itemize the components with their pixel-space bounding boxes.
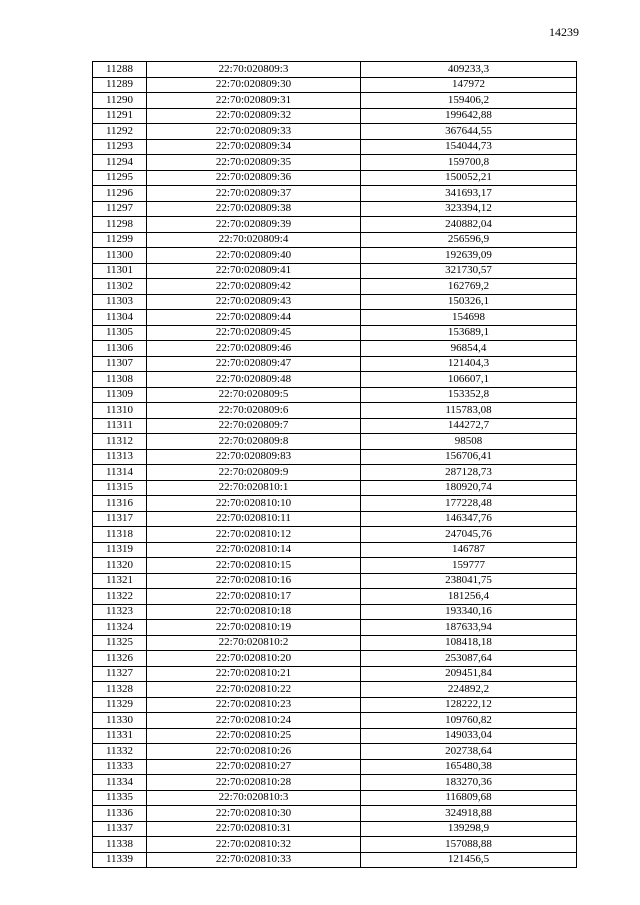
cadastral-value-cell: 238041,75 (361, 573, 577, 589)
cadastral-number-cell: 22:70:020810:28 (147, 775, 361, 791)
row-number-cell: 11290 (93, 93, 147, 109)
cadastral-value-cell: 150326,1 (361, 294, 577, 310)
row-number-cell: 11306 (93, 341, 147, 357)
row-number-cell: 11296 (93, 186, 147, 202)
table-row (93, 449, 577, 465)
cadastral-value-cell: 159700,8 (361, 155, 577, 171)
row-number-cell: 11337 (93, 821, 147, 837)
cadastral-value-cell: 106607,1 (361, 372, 577, 388)
table-row (93, 697, 577, 713)
cadastral-value-cell: 287128,73 (361, 465, 577, 481)
row-number-cell: 11312 (93, 434, 147, 450)
cadastral-number-cell: 22:70:020810:33 (147, 852, 361, 868)
row-number-cell: 11338 (93, 837, 147, 853)
cadastral-number-cell: 22:70:020809:83 (147, 449, 361, 465)
cadastral-value-cell: 154044,73 (361, 139, 577, 155)
cadastral-number-cell: 22:70:020809:5 (147, 387, 361, 403)
table-row (93, 542, 577, 558)
table-row (93, 155, 577, 171)
cadastral-value-cell: 146787 (361, 542, 577, 558)
cadastral-value-cell: 199642,88 (361, 108, 577, 124)
row-number-cell: 11323 (93, 604, 147, 620)
row-number-cell: 11311 (93, 418, 147, 434)
cadastral-value-cell: 183270,36 (361, 775, 577, 791)
row-number-cell: 11308 (93, 372, 147, 388)
cadastral-value-cell: 139298,9 (361, 821, 577, 837)
row-number-cell: 11331 (93, 728, 147, 744)
table-row (93, 511, 577, 527)
cadastral-value-cell: 256596,9 (361, 232, 577, 248)
cadastral-number-cell: 22:70:020809:30 (147, 77, 361, 93)
row-number-cell: 11297 (93, 201, 147, 217)
cadastral-number-cell: 22:70:020809:42 (147, 279, 361, 295)
table-row (93, 744, 577, 760)
cadastral-value-cell: 224892,2 (361, 682, 577, 698)
cadastral-number-cell: 22:70:020810:32 (147, 837, 361, 853)
table-row (93, 263, 577, 279)
cadastral-number-cell: 22:70:020809:37 (147, 186, 361, 202)
cadastral-value-cell: 177228,48 (361, 496, 577, 512)
table-row (93, 759, 577, 775)
cadastral-number-cell: 22:70:020810:22 (147, 682, 361, 698)
cadastral-number-cell: 22:70:020810:11 (147, 511, 361, 527)
row-number-cell: 11336 (93, 806, 147, 822)
table-row (93, 480, 577, 496)
cadastral-value-cell: 121404,3 (361, 356, 577, 372)
cadastral-value-table (92, 61, 577, 868)
table-row (93, 465, 577, 481)
cadastral-value-cell: 367644,55 (361, 124, 577, 140)
row-number-cell: 11307 (93, 356, 147, 372)
table-row (93, 77, 577, 93)
cadastral-value-cell: 153352,8 (361, 387, 577, 403)
table-row (93, 635, 577, 651)
row-number-cell: 11310 (93, 403, 147, 419)
cadastral-value-cell: 121456,5 (361, 852, 577, 868)
cadastral-value-cell: 98508 (361, 434, 577, 450)
row-number-cell: 11293 (93, 139, 147, 155)
table-row (93, 682, 577, 698)
row-number-cell: 11294 (93, 155, 147, 171)
table-row (93, 62, 577, 78)
row-number-cell: 11298 (93, 217, 147, 233)
table-row (93, 124, 577, 140)
cadastral-value-cell: 324918,88 (361, 806, 577, 822)
cadastral-value-cell: 146347,76 (361, 511, 577, 527)
cadastral-number-cell: 22:70:020810:31 (147, 821, 361, 837)
table-row (93, 434, 577, 450)
cadastral-number-cell: 22:70:020809:45 (147, 325, 361, 341)
table-row (93, 186, 577, 202)
row-number-cell: 11326 (93, 651, 147, 667)
cadastral-number-cell: 22:70:020809:47 (147, 356, 361, 372)
cadastral-value-cell: 157088,88 (361, 837, 577, 853)
table-row (93, 821, 577, 837)
cadastral-number-cell: 22:70:020809:33 (147, 124, 361, 140)
cadastral-number-cell: 22:70:020809:9 (147, 465, 361, 481)
cadastral-number-cell: 22:70:020810:3 (147, 790, 361, 806)
table-row (93, 852, 577, 868)
cadastral-value-cell: 202738,64 (361, 744, 577, 760)
cadastral-number-cell: 22:70:020809:48 (147, 372, 361, 388)
cadastral-value-cell: 159406,2 (361, 93, 577, 109)
row-number-cell: 11302 (93, 279, 147, 295)
cadastral-value-cell: 156706,41 (361, 449, 577, 465)
row-number-cell: 11299 (93, 232, 147, 248)
cadastral-number-cell: 22:70:020810:1 (147, 480, 361, 496)
table-row (93, 558, 577, 574)
table-row (93, 713, 577, 729)
cadastral-value-cell: 154698 (361, 310, 577, 326)
cadastral-value-cell: 108418,18 (361, 635, 577, 651)
row-number-cell: 11314 (93, 465, 147, 481)
cadastral-number-cell: 22:70:020810:16 (147, 573, 361, 589)
row-number-cell: 11289 (93, 77, 147, 93)
row-number-cell: 11319 (93, 542, 147, 558)
row-number-cell: 11304 (93, 310, 147, 326)
row-number-cell: 11334 (93, 775, 147, 791)
table-row (93, 651, 577, 667)
cadastral-number-cell: 22:70:020809:40 (147, 248, 361, 264)
row-number-cell: 11322 (93, 589, 147, 605)
cadastral-value-cell: 180920,74 (361, 480, 577, 496)
cadastral-value-cell: 165480,38 (361, 759, 577, 775)
row-number-cell: 11288 (93, 62, 147, 78)
row-number-cell: 11320 (93, 558, 147, 574)
row-number-cell: 11303 (93, 294, 147, 310)
cadastral-value-cell: 240882,04 (361, 217, 577, 233)
table-row (93, 217, 577, 233)
cadastral-value-cell: 193340,16 (361, 604, 577, 620)
row-number-cell: 11325 (93, 635, 147, 651)
cadastral-number-cell: 22:70:020809:4 (147, 232, 361, 248)
row-number-cell: 11313 (93, 449, 147, 465)
row-number-cell: 11321 (93, 573, 147, 589)
cadastral-number-cell: 22:70:020809:43 (147, 294, 361, 310)
cadastral-number-cell: 22:70:020809:39 (147, 217, 361, 233)
row-number-cell: 11292 (93, 124, 147, 140)
table-row (93, 325, 577, 341)
cadastral-number-cell: 22:70:020810:14 (147, 542, 361, 558)
table-row (93, 294, 577, 310)
row-number-cell: 11300 (93, 248, 147, 264)
table-row (93, 496, 577, 512)
table-row (93, 666, 577, 682)
cadastral-number-cell: 22:70:020810:26 (147, 744, 361, 760)
table-row (93, 527, 577, 543)
cadastral-value-cell: 181256,4 (361, 589, 577, 605)
table-body (93, 62, 577, 868)
table-row (93, 418, 577, 434)
cadastral-value-cell: 323394,12 (361, 201, 577, 217)
cadastral-value-cell: 159777 (361, 558, 577, 574)
row-number-cell: 11316 (93, 496, 147, 512)
row-number-cell: 11339 (93, 852, 147, 868)
table-row (93, 108, 577, 124)
page-number: 14239 (549, 25, 579, 39)
cadastral-value-cell: 147972 (361, 77, 577, 93)
cadastral-number-cell: 22:70:020809:34 (147, 139, 361, 155)
row-number-cell: 11333 (93, 759, 147, 775)
table-row (93, 201, 577, 217)
table-row (93, 589, 577, 605)
table-row (93, 248, 577, 264)
cadastral-number-cell: 22:70:020810:15 (147, 558, 361, 574)
cadastral-number-cell: 22:70:020809:36 (147, 170, 361, 186)
row-number-cell: 11315 (93, 480, 147, 496)
cadastral-number-cell: 22:70:020810:18 (147, 604, 361, 620)
cadastral-value-cell: 116809,68 (361, 790, 577, 806)
cadastral-number-cell: 22:70:020810:27 (147, 759, 361, 775)
row-number-cell: 11301 (93, 263, 147, 279)
cadastral-value-cell: 144272,7 (361, 418, 577, 434)
cadastral-number-cell: 22:70:020810:30 (147, 806, 361, 822)
row-number-cell: 11335 (93, 790, 147, 806)
table-row (93, 310, 577, 326)
cadastral-value-cell: 321730,57 (361, 263, 577, 279)
cadastral-number-cell: 22:70:020809:38 (147, 201, 361, 217)
row-number-cell: 11291 (93, 108, 147, 124)
cadastral-value-cell: 187633,94 (361, 620, 577, 636)
table-row (93, 372, 577, 388)
cadastral-number-cell: 22:70:020810:10 (147, 496, 361, 512)
row-number-cell: 11318 (93, 527, 147, 543)
cadastral-number-cell: 22:70:020810:20 (147, 651, 361, 667)
table-row (93, 403, 577, 419)
cadastral-number-cell: 22:70:020810:19 (147, 620, 361, 636)
table-row (93, 573, 577, 589)
cadastral-number-cell: 22:70:020810:23 (147, 697, 361, 713)
cadastral-number-cell: 22:70:020809:7 (147, 418, 361, 434)
cadastral-number-cell: 22:70:020810:21 (147, 666, 361, 682)
cadastral-value-cell: 209451,84 (361, 666, 577, 682)
table-row (93, 806, 577, 822)
cadastral-number-cell: 22:70:020809:46 (147, 341, 361, 357)
table-row (93, 139, 577, 155)
row-number-cell: 11295 (93, 170, 147, 186)
cadastral-value-cell: 149033,04 (361, 728, 577, 744)
cadastral-value-cell: 253087,64 (361, 651, 577, 667)
row-number-cell: 11328 (93, 682, 147, 698)
row-number-cell: 11329 (93, 697, 147, 713)
cadastral-number-cell: 22:70:020809:31 (147, 93, 361, 109)
cadastral-number-cell: 22:70:020809:35 (147, 155, 361, 171)
table-row (93, 341, 577, 357)
table-row (93, 232, 577, 248)
row-number-cell: 11305 (93, 325, 147, 341)
table-row (93, 93, 577, 109)
table-row (93, 170, 577, 186)
table-row (93, 604, 577, 620)
cadastral-value-cell: 409233,3 (361, 62, 577, 78)
cadastral-number-cell: 22:70:020809:44 (147, 310, 361, 326)
cadastral-number-cell: 22:70:020809:8 (147, 434, 361, 450)
cadastral-number-cell: 22:70:020809:3 (147, 62, 361, 78)
cadastral-value-cell: 128222,12 (361, 697, 577, 713)
row-number-cell: 11332 (93, 744, 147, 760)
cadastral-value-cell: 341693,17 (361, 186, 577, 202)
table-row (93, 728, 577, 744)
table-row (93, 387, 577, 403)
cadastral-value-cell: 150052,21 (361, 170, 577, 186)
cadastral-value-cell: 109760,82 (361, 713, 577, 729)
table-row (93, 775, 577, 791)
table-row (93, 790, 577, 806)
cadastral-number-cell: 22:70:020810:2 (147, 635, 361, 651)
cadastral-value-cell: 115783,08 (361, 403, 577, 419)
cadastral-number-cell: 22:70:020809:6 (147, 403, 361, 419)
row-number-cell: 11317 (93, 511, 147, 527)
cadastral-number-cell: 22:70:020810:17 (147, 589, 361, 605)
row-number-cell: 11330 (93, 713, 147, 729)
table-row (93, 279, 577, 295)
cadastral-value-cell: 247045,76 (361, 527, 577, 543)
cadastral-value-cell: 162769,2 (361, 279, 577, 295)
row-number-cell: 11309 (93, 387, 147, 403)
table-row (93, 837, 577, 853)
row-number-cell: 11327 (93, 666, 147, 682)
cadastral-number-cell: 22:70:020810:25 (147, 728, 361, 744)
cadastral-number-cell: 22:70:020810:24 (147, 713, 361, 729)
table-row (93, 620, 577, 636)
row-number-cell: 11324 (93, 620, 147, 636)
cadastral-value-cell: 153689,1 (361, 325, 577, 341)
table-row (93, 356, 577, 372)
cadastral-value-cell: 192639,09 (361, 248, 577, 264)
cadastral-value-cell: 96854,4 (361, 341, 577, 357)
cadastral-number-cell: 22:70:020809:41 (147, 263, 361, 279)
cadastral-number-cell: 22:70:020809:32 (147, 108, 361, 124)
cadastral-number-cell: 22:70:020810:12 (147, 527, 361, 543)
